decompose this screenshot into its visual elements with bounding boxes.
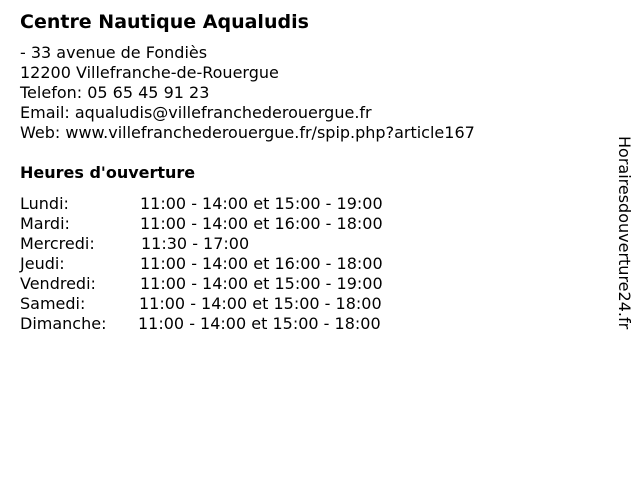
site-brand-vertical: Horairesdouverture24.fr xyxy=(615,136,634,330)
day-hours: 11:00 - 14:00 et 15:00 - 19:00 xyxy=(140,194,383,213)
day-hours: 11:00 - 14:00 et 15:00 - 19:00 xyxy=(140,274,383,293)
page-title: Centre Nautique Aqualudis xyxy=(20,11,309,33)
day-hours: 11:30 - 17:00 xyxy=(141,234,250,253)
day-label: Dimanche: xyxy=(20,314,107,333)
day-hours: 11:00 - 14:00 et 15:00 - 18:00 xyxy=(138,314,381,333)
day-label: Mercredi: xyxy=(20,234,95,253)
day-hours: 11:00 - 14:00 et 15:00 - 18:00 xyxy=(139,294,382,313)
web-line: Web: www.villefranchederouergue.fr/spip.php?article167 xyxy=(20,123,475,142)
email-line: Email: aqualudis@villefranchederouergue.fr xyxy=(20,103,372,122)
address-block xyxy=(20,43,475,143)
day-label: Mardi: xyxy=(20,214,70,233)
day-label: Lundi: xyxy=(20,194,69,213)
phone-line: Telefon: 05 65 45 91 23 xyxy=(20,83,210,102)
day-label: Samedi: xyxy=(20,294,86,313)
street-address: - 33 avenue de Fondiès xyxy=(20,43,208,62)
city-postal: 12200 Villefranche-de-Rouergue xyxy=(20,63,279,82)
day-hours: 11:00 - 14:00 et 16:00 - 18:00 xyxy=(140,254,383,273)
day-label: Jeudi: xyxy=(20,254,65,273)
day-hours: 11:00 - 14:00 et 16:00 - 18:00 xyxy=(140,214,383,233)
hours-heading: Heures d'ouverture xyxy=(20,163,196,182)
day-label: Vendredi: xyxy=(20,274,96,293)
